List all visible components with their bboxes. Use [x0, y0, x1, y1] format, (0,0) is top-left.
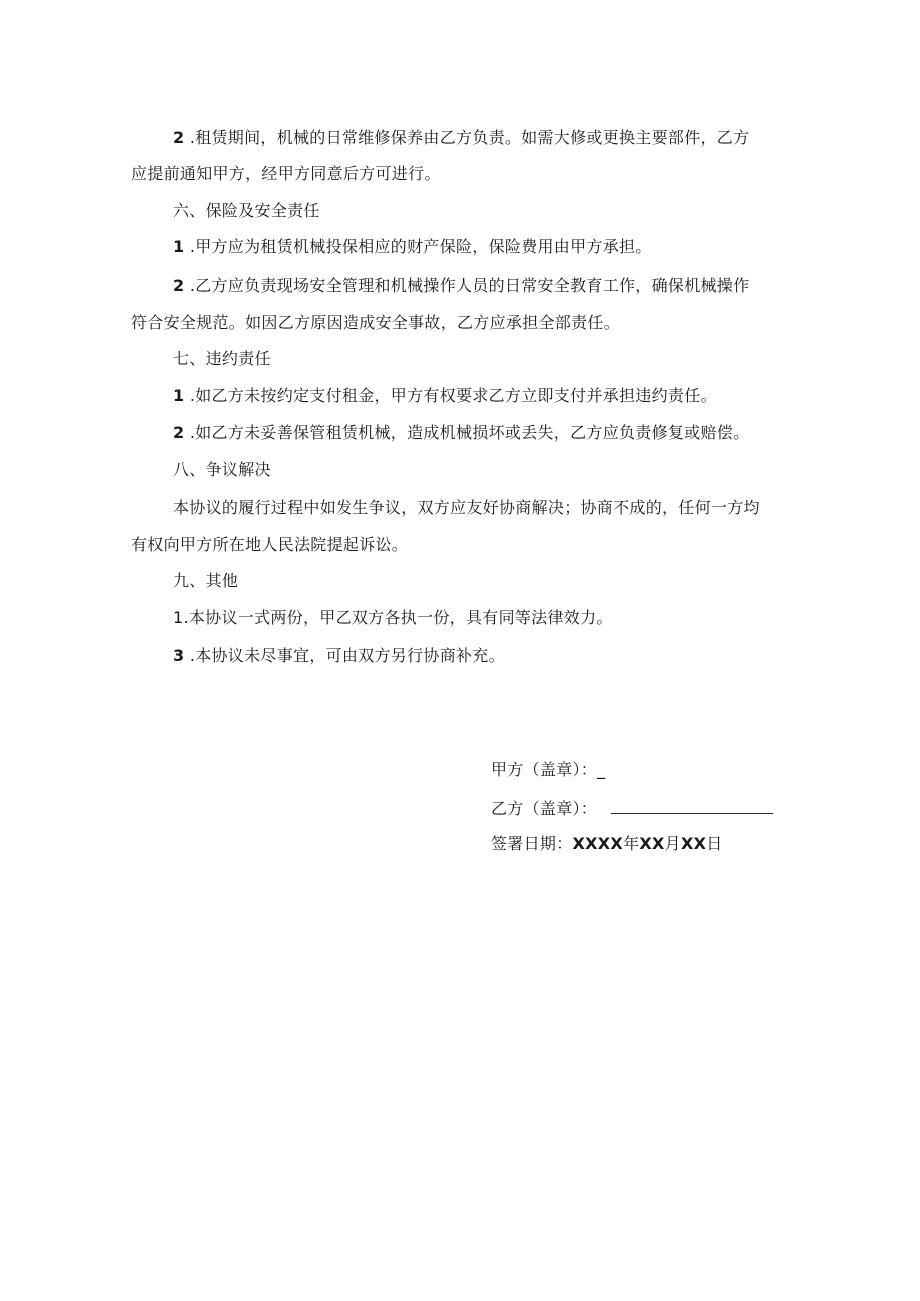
- party-b-signature-line: [611, 797, 773, 814]
- section6-item2-line1: 2 .乙方应负责现场安全管理和机械操作人员的日常安全教育工作，确保机械操作: [173, 276, 750, 295]
- party-b-seal: 乙方（盖章）：: [491, 797, 773, 819]
- party-a-seal: 甲方（盖章）：_: [491, 760, 606, 779]
- section7-item2: 2 .如乙方未妥善保管租赁机械，造成机械损坏或丢失，乙方应负责修复或赔偿。: [173, 423, 750, 442]
- section7-item1: 1 .如乙方未按约定支付租金，甲方有权要求乙方立即支付并承担违约责任。: [173, 386, 717, 405]
- section8-heading: 八、争议解决: [173, 460, 271, 479]
- signing-date: 签署日期：XXXX年XX月XX日: [491, 834, 723, 853]
- section8-paragraph-line1: 本协议的履行过程中如发生争议，双方应友好协商解决；协商不成的，任何一方均: [173, 498, 760, 517]
- section6-item2-line2: 符合安全规范。如因乙方原因造成安全事故，乙方应承担全部责任。: [131, 313, 621, 332]
- section9-heading: 九、其他: [173, 571, 239, 590]
- section6-heading: 六、保险及安全责任: [173, 201, 320, 220]
- section5-item2-line1: 2 .租赁期间，机械的日常维修保养由乙方负责。如需大修或更换主要部件，乙方: [173, 128, 750, 147]
- section9-item3: 3 .本协议未尽事宜，可由双方另行协商补充。: [173, 646, 505, 665]
- section5-item2-line2: 应提前通知甲方，经甲方同意后方可进行。: [131, 164, 441, 183]
- section8-paragraph-line2: 有权向甲方所在地人民法院提起诉讼。: [131, 535, 409, 554]
- section6-item1: 1 .甲方应为租赁机械投保相应的财产保险，保险费用由甲方承担。: [173, 237, 652, 256]
- section9-item1: 1.本协议一式两份，甲乙双方各执一份，具有同等法律效力。: [173, 608, 613, 627]
- section7-heading: 七、违约责任: [173, 349, 271, 368]
